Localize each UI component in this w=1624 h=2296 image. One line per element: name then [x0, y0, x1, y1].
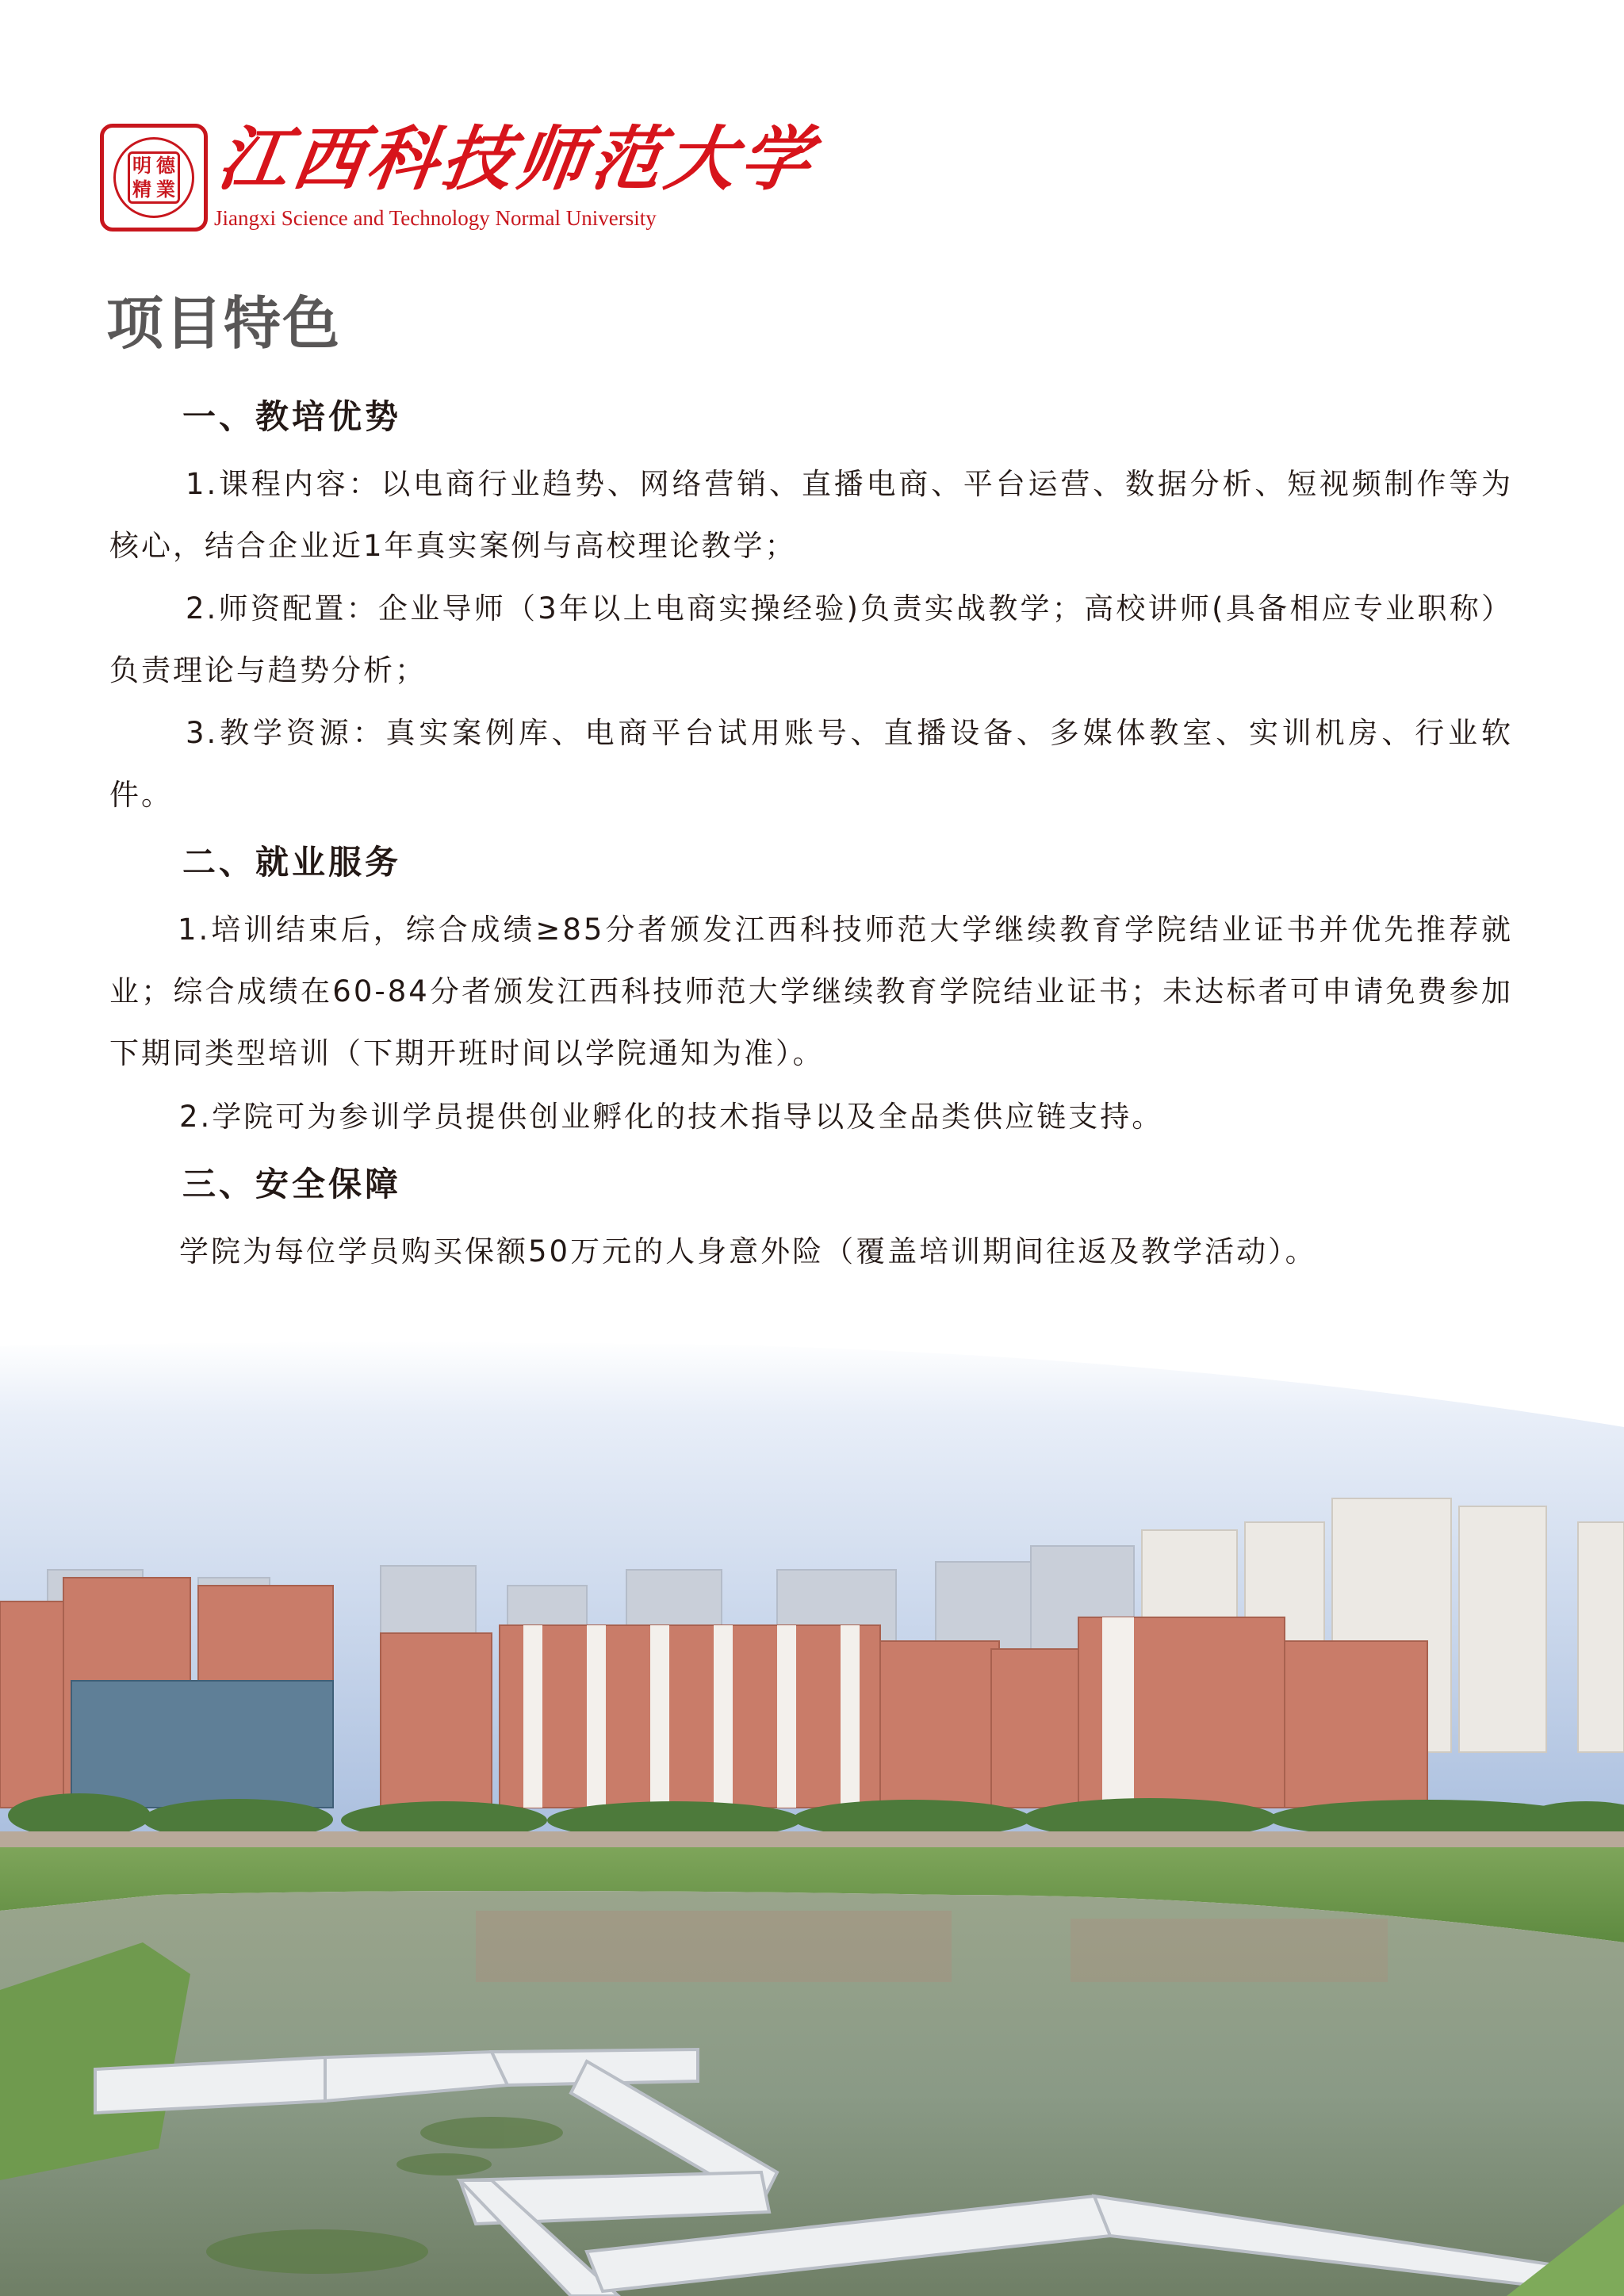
paragraph-certificates: 1.培训结束后，综合成绩≥85分者颁发江西科技师范大学继续教育学院结业证书并优先推荐就业；综合成绩在60-84分者颁发江西科技师范大学继续教育学院结业证书；未达标者可申请免费参加下期同类型培训（下期开班时间以学院通知为准）。 [109, 913, 1513, 1070]
paragraph-entrepreneurship-support: 2.学院可为参训学员提供创业孵化的技术指导以及全品类供应链支持。 [179, 1100, 1164, 1134]
paragraph-insurance: 学院为每位学员购买保额50万元的人身意外险（覆盖培训期间往返及教学活动）。 [179, 1234, 1317, 1269]
paragraph-course-content: 1.课程内容：以电商行业趋势、网络营销、直播电商、平台运营、数据分析、短视频制作等为核心，结合企业近1年真实案例与高校理论教学； [109, 467, 1513, 563]
paragraph-teacher-allocation: 2.师资配置：企业导师（3年以上电商实操经验)负责实战教学；高校讲师(具备相应专业职称）负责理论与趋势分析； [109, 591, 1513, 687]
section-heading-safety-guarantee: 三、安全保障 [182, 1165, 402, 1203]
university-name-english: Jiangxi Science and Technology Normal University [214, 206, 657, 230]
section-heading-teaching-advantages: 一、教培优势 [182, 397, 402, 436]
seal-char: 明 [132, 155, 151, 177]
university-name-chinese: 江西科技师范大学 [213, 117, 822, 200]
section-heading-employment-services: 二、就业服务 [182, 843, 402, 882]
seal-char: 精 [132, 178, 151, 201]
university-logo [100, 117, 822, 238]
seal-char: 德 [156, 155, 175, 177]
paragraph-teaching-resources: 3.教学资源：真实案例库、电商平台试用账号、直播设备、多媒体教室、实训机房、行业软件。 [109, 716, 1513, 812]
seal-char: 業 [156, 178, 175, 201]
page-title: 项目特色 [106, 290, 342, 357]
campus-lake-photo [0, 1340, 1624, 2296]
university-seal-icon [100, 124, 208, 232]
